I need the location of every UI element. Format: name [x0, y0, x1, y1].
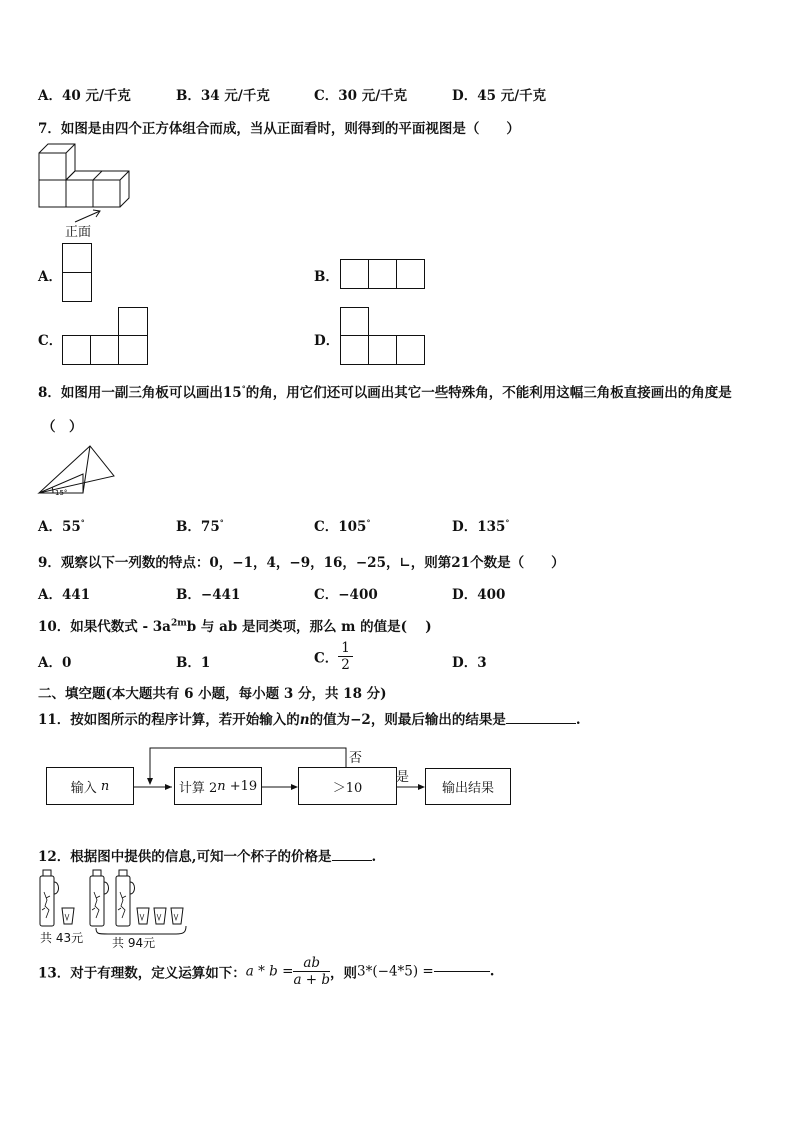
q10-frac-num: 1 — [338, 640, 353, 657]
q8-option-b-degree: ° — [219, 517, 224, 528]
q13-def-fraction — [293, 955, 330, 988]
q9-stem: 9．观察以下一列数的特点：0，−1，4，−9，16，−25，∟，则第21个数是（ ） — [38, 555, 565, 571]
q9-option-b: B．−441 — [176, 587, 241, 603]
q12-caption-right: 共 94元 — [112, 936, 156, 950]
q8-stem-angle: 15 — [222, 385, 242, 401]
q8-stem-before: 8．如图用一副三角板可以画出 — [38, 385, 223, 401]
q12-stem-before: 12．根据图中提供的信息,可知一个杯子的价格是 — [38, 849, 332, 865]
q8-option-d-degree: ° — [505, 517, 510, 528]
q8-option-a-value: 55 — [61, 519, 81, 535]
q8-stem-paren: （ ） — [42, 419, 83, 435]
q13-def-num: ab — [293, 955, 330, 972]
q11-flow-calc-box — [174, 767, 262, 805]
q10-stem-before: 10．如果代数式 - 3a — [38, 619, 171, 635]
section2-title: 二、填空题(本大题共有 6 小题，每小题 3 分，共 18 分) — [38, 686, 387, 702]
q8-figure-label: 15° — [55, 489, 68, 497]
q8-option-d-letter: D． — [452, 519, 478, 535]
q13-expr: 3*(−4*5) = — [357, 963, 434, 980]
q10-option-b: B．1 — [176, 655, 211, 671]
q13-stem-mid: ，则 — [330, 965, 358, 982]
q10-stem-sup: 2m — [170, 618, 187, 629]
q13-def-den: a + b — [293, 972, 331, 988]
q12-caption-left: 共 43元 — [40, 931, 84, 945]
q7-option-d-letter: D． — [314, 333, 340, 349]
q6-option-d: D．45 元/千克 — [452, 88, 547, 104]
q6-option-a: A．40 元/千克 — [38, 88, 131, 104]
q13-def-lhs: a * b = — [245, 963, 294, 980]
q11-flow-yes-label: 是 — [396, 770, 410, 785]
q9-option-d: D．400 — [452, 587, 506, 603]
q7-option-c-letter: C． — [38, 333, 63, 349]
q11-flow-output-box: 输出结果 — [425, 768, 511, 805]
q13-answer-blank[interactable] — [434, 971, 490, 972]
q11-stem-before: 11．按如图所示的程序计算，若开始输入的 — [38, 712, 300, 728]
q11-flow-input-label: 输入 — [70, 780, 97, 796]
q11-stem-end: . — [575, 712, 581, 728]
q8-option-c-degree: ° — [366, 517, 371, 528]
q8-stem-degree: ° — [241, 383, 246, 394]
q13-stem-before: 13．对于有理数，定义运算如下： — [38, 965, 246, 982]
q11-stem-mid: 的值为−2，则最后输出的结果是 — [309, 712, 506, 728]
q11-stem-var: n — [299, 712, 310, 728]
q7-front-label: 正面 — [65, 225, 92, 240]
q7-stem: 7．如图是由四个正方体组合而成，当从正面看时，则得到的平面视图是（ ） — [38, 121, 520, 137]
q11-flow-no-label: 否 — [349, 751, 363, 766]
q8-option-c-letter: C． — [314, 519, 339, 535]
q11-flow-calc-var: n — [217, 778, 226, 794]
q11-flow-compare-box: ＞10 — [298, 767, 397, 805]
q7-option-b-letter: B． — [314, 269, 339, 285]
q10-stem-after: b 与 ab 是同类项，那么 m 的值是( ) — [186, 619, 432, 635]
q6-option-c: C．30 元/千克 — [314, 88, 408, 104]
q8-option-a-degree: ° — [80, 517, 85, 528]
q10-option-c-letter: C． — [314, 650, 339, 667]
q13-stem — [38, 955, 494, 988]
q11-flow-calc-label: 计算 2 — [178, 780, 218, 796]
q12-stem — [38, 845, 376, 865]
q9-option-c: C．−400 — [314, 587, 378, 603]
q8-option-d-value: 135 — [477, 519, 506, 535]
q10-option-a: A．0 — [38, 655, 72, 671]
q8-option-b-value: 75 — [200, 519, 220, 535]
q12-answer-blank[interactable] — [332, 860, 372, 861]
q13-stem-end: . — [489, 963, 495, 980]
q6-option-b: B．34 元/千克 — [176, 88, 270, 104]
q8-option-a-letter: A． — [38, 519, 62, 535]
q10-frac-den: 2 — [341, 657, 350, 673]
q12-stem-end: . — [371, 849, 377, 865]
q8-option-b-letter: B． — [176, 519, 201, 535]
q11-flow-calc-after: +19 — [225, 778, 258, 794]
q9-option-a: A．441 — [38, 587, 91, 603]
q8-stem-after: 的角，用它们还可以画出其它一些特殊角，不能利用这幅三角板直接画出的角度是 — [245, 385, 732, 401]
q7-option-a-letter: A． — [38, 269, 62, 285]
q10-option-d: D．3 — [452, 655, 487, 671]
q11-flow-input-box — [46, 767, 134, 805]
q11-flow-input-var: n — [100, 778, 110, 794]
q8-option-c-value: 105 — [338, 519, 367, 535]
